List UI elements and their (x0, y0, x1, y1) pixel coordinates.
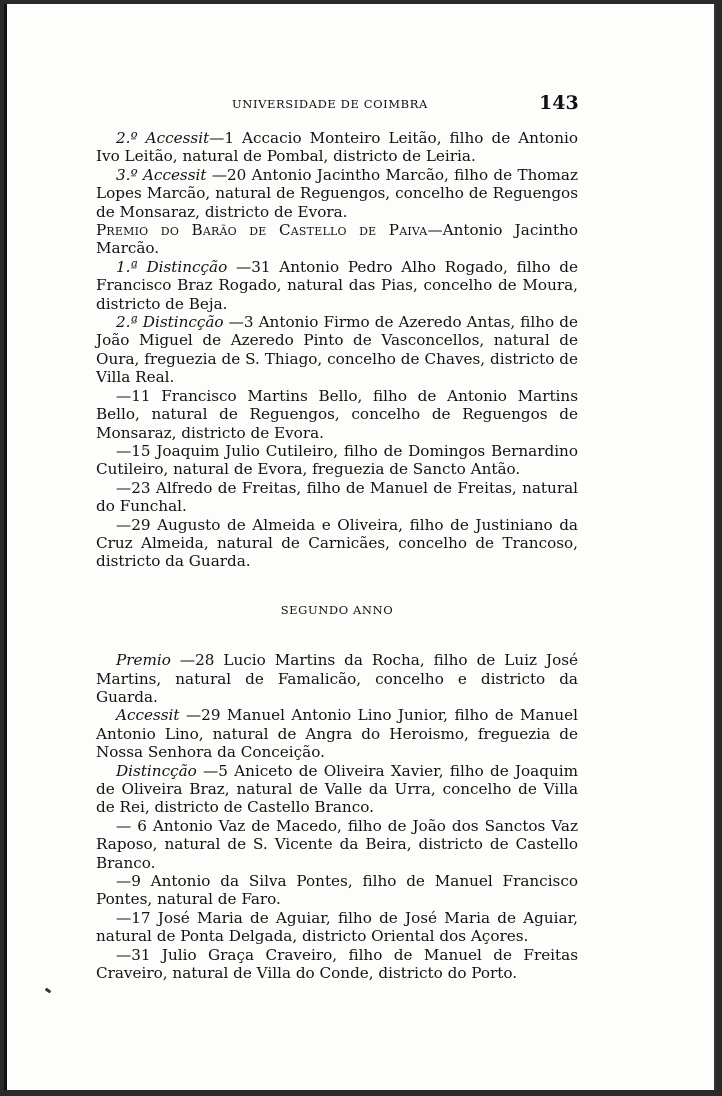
section-title: SEGUNDO ANNO (280, 602, 394, 617)
paragraph-text: —9 Antonio da Silva Pontes, filho de Manuel Francisco Pontes, natural de Faro. (96, 872, 578, 909)
paragraph-text: 28 Lucio Martins da Rocha, filho de Luiz José Martins, natural de Famalicão, concelho e districto da Guarda. (96, 651, 579, 706)
paragraph-text: —23 Alfredo de Freitas, filho de Manuel de Freitas, natural do Funchal. (96, 478, 578, 516)
paragraph-text: 3 Antonio Firmo de Azeredo Antas, filho de João Miguel de Azeredo Pinto de Vasconcellos, natural de Oura, freguezia de S. Thiago, concelho de Chaves, districto de Villa Real. (96, 313, 578, 387)
paragraph (96, 387, 578, 442)
paragraph (96, 872, 578, 909)
paragraph-text: —Antonio Jacintho Marcão. (96, 221, 578, 258)
paragraph-text: — 6 Antonio Vaz de Macedo, filho de João dos Sanctos Vaz Raposo, natural de S. Vicente da Beira, districto de Castello Branco. (96, 816, 578, 872)
paragraph (96, 516, 578, 571)
paragraph (96, 221, 578, 258)
paragraph-text: —17 José Maria de Aguiar, filho de José Maria de Aguiar, natural de Ponta Delgada, districto Oriental dos Açores. (96, 908, 578, 946)
paragraph-text: 1 Accacio Monteiro Leitão, filho de Antonio Ivo Leitão, natural de Pombal, districto de Leiria. (96, 129, 578, 166)
award-lead: 1.ª Distincção — (116, 257, 252, 276)
paragraph-text: 20 Antonio Jacintho Marcão, filho de Thomaz Lopes Marcão, natural de Reguengos, concelho de Reguengos de Monsaraz, districto de Evora. (96, 165, 578, 221)
page-number: 143 (539, 92, 579, 114)
paragraph-text: —11 Francisco Martins Bello, filho de Antonio Martins Bello, natural de Reguengos, concelho de Reguengos de Monsaraz, districto de Evora. (96, 386, 578, 442)
prize-title: Premio do Barão de Castello de Paiva (96, 221, 428, 240)
paragraph (96, 706, 578, 761)
award-lead: Accessit — (116, 706, 202, 725)
paragraph (96, 651, 578, 706)
paragraph-text: —29 Augusto de Almeida e Oliveira, filho de Justiniano da Cruz Almeida, natural de Carnicães, concelho de Trancoso, districto da Guarda. (96, 515, 578, 571)
paragraph (96, 166, 578, 221)
paragraph (96, 258, 578, 313)
award-lead: 3.º Accessit — (116, 165, 228, 184)
paragraph-text: 29 Manuel Antonio Lino Junior, filho de Manuel Antonio Lino, natural de Angra do Heroismo, freguezia de Nossa Senhora da Conceição. (96, 706, 578, 762)
paragraph-text: —31 Julio Graça Craveiro, filho de Manuel de Freitas Craveiro, natural de Villa do Conde, districto do Porto. (96, 945, 578, 983)
paragraph-text: 5 Aniceto de Oliveira Xavier, filho de Joaquim de Oliveira Braz, natural de Valle da Urra, concelho de Villa de Rei, districto de Castello Branco. (96, 761, 579, 817)
paragraph (96, 817, 578, 872)
paragraph (96, 129, 578, 166)
paragraph (96, 909, 578, 946)
paragraph (96, 442, 578, 479)
award-lead: Distincção — (116, 761, 219, 780)
ink-speck (45, 988, 52, 994)
page-header (7, 92, 716, 116)
paragraph (96, 762, 578, 817)
paragraph (96, 479, 578, 516)
document-page (4, 4, 716, 1090)
running-head: UNIVERSIDADE DE COIMBRA (232, 97, 428, 111)
body-text (96, 129, 578, 982)
paragraph-text: 31 Antonio Pedro Alho Rogado, filho de Francisco Braz Rogado, natural das Pias, concelho de Moura, districto de Beja. (96, 257, 578, 313)
award-lead: 2.ª Distincção — (116, 313, 244, 332)
paragraph-text: —15 Joaquim Julio Cutileiro, filho de Domingos Bernardino Cutileiro, natural de Evora, freguezia de Sancto Antão. (96, 441, 578, 479)
award-lead: Premio — (116, 651, 196, 670)
award-lead: 2.º Accessit— (116, 129, 225, 147)
paragraph (96, 946, 578, 983)
paragraph (96, 313, 578, 387)
